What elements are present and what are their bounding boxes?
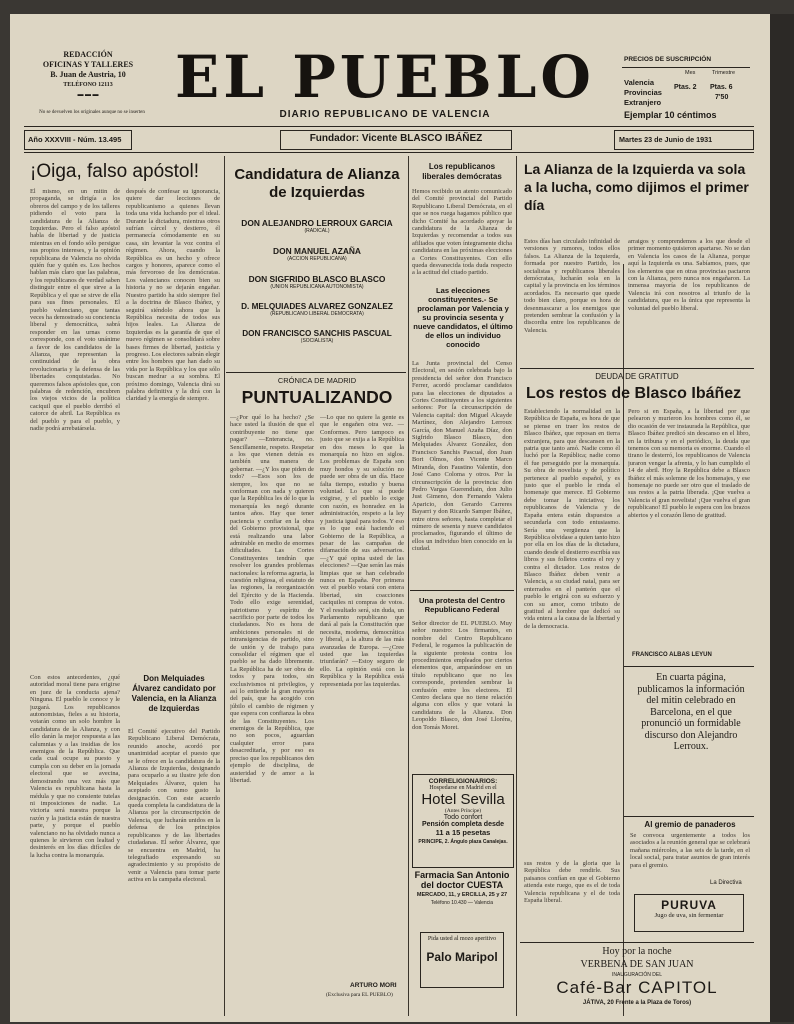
year-number-box — [24, 130, 132, 150]
farmacia-title: Farmacia San Antonio del doctor CUESTA — [414, 870, 510, 890]
price-header-trimestre: Trimestre — [712, 70, 736, 76]
founder: Fundador: Vicente BLASCO IBÁÑEZ — [309, 133, 483, 144]
alianza-headline: La Alianza de la Izquierda va sola a la lucha, como dijimos el primer día — [524, 161, 749, 213]
palo-name: Palo Maripol — [426, 950, 498, 964]
gremio-text: Se convoca urgentemente a todos los asociados a la reunión general que se celebrará mañana miércoles, a las seis de la tarde, en el local social, para tratar asuntos de gran interés para el gremio. — [630, 832, 750, 869]
candidatura-rule — [226, 372, 406, 373]
book-spine — [770, 14, 794, 1022]
protesta-headline: Una protesta del Centro Republicano Federal — [418, 596, 506, 614]
palo-maripol-ad — [420, 932, 504, 988]
deuda-kicker: DEUDA DE GRATITUD — [595, 372, 679, 381]
farmacia-phone: Teléfono 10.430 — Valencia — [430, 900, 494, 906]
restos-text-2: Pero si en España, a la libertad por que pelearon y murieron los hombres como él, se dio ocasión de ver instaurada la República, que Blasco Ibáñez predicó sin descanso en el libro, en la tribuna y en el periódico, la deuda que tenemos con su memoria es enorme. Cuando el tirano le desterró, los republicanos de Valencia juraron vengar la afrenta, y lo han cumplido el 14 de abril. Hoy la República debe a Blasco Ibáñez el más solemne de los homenajes, y ese homenaje no puede ser otro que el traslado de sus restos a la patria liberada. ¡Que vuelva a Valencia el gran novelista! ¡Que vuelva el gran republicano! El pueblo le espera con los brazos abiertos y el corazón lleno de gratitud. — [628, 408, 750, 519]
year-number: Año XXXVIII - Núm. 13.495 — [28, 135, 122, 144]
liberales-text: Hemos recibido un atento comunicado del Comité provincial del Partido Republicano Liberal Demócrata, en el que se nos ruega hagamos público que dicho Comité ha acordado apoyar la candidatura de la Alianza de Izquierdas y recomendar a todos sus afiliados que voten íntegramente dicha candidatura en las próximas elecciones a Cortes Constituyentes. Con ello queda desvanecida toda duda respecto a la actitud del citado partido. — [412, 188, 512, 277]
cronica-kicker: CRÓNICA DE MADRID — [277, 376, 357, 385]
candidate-list — [228, 218, 406, 344]
price-row-provincias: Provincias — [624, 88, 662, 97]
redaccion-line: REDACCIÓN — [63, 50, 113, 59]
cafe-name: Café-Bar CAPITOL — [556, 978, 718, 997]
issue-date: Martes 23 de Junio de 1931 — [619, 135, 713, 144]
redaccion-line: B. Juan de Austria, 10 — [50, 70, 126, 79]
falso-apostol-headline: ¡Oiga, falso apóstol! — [30, 161, 199, 182]
masthead-subtitle: DIARIO REPUBLICANO DE VALENCIA — [279, 109, 491, 120]
melquiades-text: Con estos antecedentes, ¿qué autoridad moral tiene para erigirse en juez de la conducta ajena? Ninguna. El pueblo le conoce y le juzgará. Los republicanos autonomistas, fieles a su historia, votarán como un solo hombre la candidatura de la Alianza, y con ello darán la mejor respuesta a las calumnias y a las insidias de los enemigos de la República. Que cada cual ocupe su puesto y cumpla con su deber en la jornada electoral que se avecina, demostrando una vez más que Valencia es republicana hasta la médula y que no consiente tutelas ni imposiciones de nadie. La victoria será nuestra porque la razón y la justicia están de nuestra parte, y porque el pueblo valenciano no ha olvidado nunca a quienes le sirvieron con lealtad y desinterés en los días difíciles de la lucha contra la monarquía. — [30, 674, 120, 859]
candidate-party: (RADICAL) — [304, 228, 330, 234]
cronica-title: PUNTUALIZANDO — [241, 387, 393, 407]
price-trim-provincias: Ptas. 6 — [710, 84, 733, 91]
restos-text-3: sus restos y de la gloria que la República debe rendirle. Sus paisanos confían en que el Gobierno atienda este ruego, que es el de toda Valencia republicana y el de toda España liberal. — [524, 860, 620, 905]
restos-signoff: FRANCISCO ALBAS LEYUN — [632, 652, 712, 658]
price-row-valencia: Valencia — [624, 78, 655, 87]
masthead-title: EL PUEBLO — [175, 43, 595, 111]
falso-apostol-text: El mismo, en un mitin de propaganda, se dirigía a los obreros del campo y de los talleres pidiendo el voto para la candidatura de la Alianza de Izquierdas. Pero el falso apóstol habla de libertad y de justicia mientras en el fondo sólo persigue sus propios intereses, y la opinión republicana de Valencia no olvida quién fue y quién es. Los hechos hablan más claro que las palabras, y los republicanos de verdad saben distinguir entre el que sirve a la República y el que se sirve de ella para sus fines personales. El pueblo valenciano, que tantas veces ha demostrado su conciencia liberal y democrática, sabrá responder en las urnas como corresponde, con el voto unánime a favor de los candidatos de la Alianza, que representan la continuidad de la obra revolucionaria y la defensa de las libertades conquistadas. No queremos falsos apóstoles que, con palabras de redención, encubren los viejos vicios de la política caciquil que el pueblo derribó el catorce de abril. La República es del pueblo y para el pueblo, y nadie podrá arrebatársela. — [30, 188, 120, 432]
cronica-text: —¿Por qué lo ha hecho? ¿Se hace usted la ilusión de que el contribuyente no tiene que pagar? —Enterancia, no. Sencillamente, respeto. Respetar a los que vienen detrás es también una manera de gobernar. —¿Y los que piden de todo? —Esos son los de siempre, los que no se conforman con nada y quieren que la República les dé lo que la monarquía les negó durante tantos años. Hay que tener paciencia y confiar en la obra del Gobierno provisional, que está realizando una labor admirable en medio de enormes dificultades. Las Cortes Constituyentes tendrán que resolver los grandes problemas nacionales: la reforma agraria, la cuestión religiosa, el estatuto de las regiones, la reorganización del Ejército y de la Hacienda. Todo ello exige serenidad, patriotismo y espíritu de sacrificio por parte de todos los ciudadanos. No es hora de ambiciones personales ni de intransigencias de partido, sino de unión y de trabajo para consolidar el régimen que el pueblo se ha dado libremente. La República ha de ser obra de todos y para todos, sin exclusivismos ni privilegios, y así lo entiende la gran mayoría del país, que ha acogido con júbilo el cambio de régimen y que espera con confianza la obra de las Constituyentes. Los enemigos de la República, que no son pocos, aguardan cualquier error para desacreditarla, y por eso es preciso que los republicanos den ejemplo de disciplina, de austeridad y de amor a la libertad. — [230, 414, 314, 784]
candidate-party: (SOCIALISTA) — [300, 338, 334, 344]
originals-note: No se devuelven los originales aunque no se inserten — [39, 110, 145, 115]
gremio-title: Al gremio de panaderos — [644, 820, 736, 829]
hotel-address: PRINCIPE, 2. Ángulo plaza Canalejas. — [418, 839, 508, 845]
right-rule — [520, 368, 754, 369]
verbena-line2: VERBENA DE SAN JUAN — [580, 959, 694, 970]
column-rule — [516, 156, 517, 1016]
price-header-mes: Mes — [685, 70, 696, 76]
prices-rule — [622, 67, 750, 68]
gremio-signoff: La Directiva — [710, 880, 742, 886]
puruva-ad — [634, 894, 744, 932]
date-box — [614, 130, 754, 150]
hotel-line1: Todo confort — [443, 814, 483, 821]
price-trim-extranjero: 7'50 — [715, 94, 729, 101]
column-rule — [408, 156, 409, 1016]
elecciones-headline: Las elecciones constituyentes.- Se proclaman por Valencia y su provincia sesenta y nueve candidatos, el último de ellos un individuo conocido — [413, 286, 513, 349]
candidate-name: DON MANUEL AZAÑA — [273, 246, 361, 256]
candidate-name: D. MELQUIADES ALVAREZ GONZALEZ — [241, 302, 393, 311]
gremio-rule — [624, 816, 754, 817]
newspaper-page — [10, 14, 770, 1022]
price-row-extranjero: Extranjero — [624, 98, 662, 107]
redaccion-line: TELÉFONO 12113 — [63, 82, 113, 88]
alianza-text: Estos días han circulado infinidad de versiones y rumores, todos ellos falsos. La Alianza de la Izquierda, formada por nuestro Partido, los socialistas y republicanos liberales demócratas, lucharán sola en la capital y la provincia en los términos acordados. Es necesario que quede todo bien claro, porque es hora de desenmascarar a los enemigos que pretenden sembrar la confusión y la discordia entre los republicanos de Valencia. — [524, 238, 620, 334]
hotel-ad — [412, 774, 514, 868]
alianza-text-2: arraigos y comprendemos a los que desde el primer momento quisieron apartarse. No se dan en Valencia los casos de la Alianza, porque aquí la Izquierda es una. Sabíamos, pues, que los elementos que en otras provincias pactaron con la Alianza, pero nunca nos engañaron. La inmensa mayoría de los republicanos de Valencia irá con nosotros al triunfo de la candidatura, que es la única que representa la voluntad del pueblo liberal. — [628, 238, 750, 312]
candidate-name: DON FRANCISCO SANCHIS PASCUAL — [242, 329, 392, 338]
puruva-slogan: Jugo de uva, sin fermentar — [654, 912, 724, 919]
price-mes-provincias: Ptas. 2 — [674, 84, 697, 91]
puruva-name: PURUVA — [661, 898, 717, 912]
melquiades-text-2: El Comité ejecutivo del Partido Republicano Liberal Demócrata, reunido anoche, acordó por unanimidad aceptar el puesto que se le ofrece en la candidatura de la Alianza de Izquierdas, designando para ocuparlo a su ilustre jefe don Melquiades Álvarez, quien ha aceptado con sumo gusto la designación. Con este acuerdo queda completa la candidatura de la Alianza por la circunscripción de Valencia, que lucharán unidos en la defensa de los principios republicanos y de las libertades ciudadanas. El señor Álvarez, que se encuentra en Madrid, ha telegrafiado expresando su agradecimiento y su propósito de venir a Valencia para tomar parte activa en la campaña electoral. — [128, 728, 220, 884]
protesta-text: Señor director de EL PUEBLO. Muy señor nuestro: Los firmantes, en nombre del Centro Republicano Federal, le rogamos la publicación de la siguiente protesta contra los procedimientos empleados por ciertos elementos que, amparándose en un título republicano que no les corresponde, pretenden sembrar la confusión entre los electores. El Centro declara que no tiene relación alguna con ellos y que votará la candidatura de la Alianza. Don Leopoldo Blasco, don José Lloréns, don Tomás Moret. — [412, 620, 512, 731]
hotel-correligionarios: CORRELIGIONARIOS: — [428, 778, 498, 785]
hotel-line2: Pensión completa desde — [421, 821, 505, 828]
masthead-rule-top — [24, 126, 754, 127]
cronica-author: ARTURO MORI — [350, 982, 397, 989]
ornament-divider: ▬ ▬ ▬ — [77, 92, 99, 98]
melquiades-headline: Don Melquiades Álvarez candidato por Valencia, en la Alianza de Izquierdas — [131, 674, 217, 713]
farmacia-address: MERCADO, 11, y ERCILLA, 25 y 27 — [416, 892, 508, 898]
cronica-note: (Exclusiva para EL PUEBLO) — [326, 992, 393, 998]
elecciones-text: La Junta provincial del Censo Electoral, en sesión celebrada bajo la presidencia del señor don Francisco Ferrer, acordó proclamar candidatos para las elecciones de diputados a Cortes Constituyentes a los siguientes señores: Por la circunscripción de Valencia capital: don Miguel Alcayde Martínez, don Alejandro Lerroux García, don Manuel Azaña Díaz, don Sigfrido Blasco Blasco, don Melquiades Álvarez González, don Francisco Sanchis Pascual, don Juan Bort Olmos, don Vicente Marco Miranda, don Faustino Valentín, don José Cano Coloma y otros. Por la circunscripción de la provincia: don Pedro Vargas Guerendiain, don Julio Just Gimeno, don Fernando Valera Aparicio, don Gerardo Carreres Bayarri y don Ricardo Samper Ibáñez, entre otros señores, hasta completar el número de sesenta y nueve candidatos proclamados, figurando el último de ellos un individuo bien conocido en la ciudad. — [412, 360, 512, 553]
hotel-line3: 11 a 15 pesetas — [435, 828, 491, 837]
liberales-headline: Los republicanos liberales demócratas — [422, 162, 502, 181]
hotel-intro: Hospedarse en Madrid en el — [429, 785, 497, 791]
restos-text: Estableciendo la normalidad en la República de España, es hora de que se piense en traer los restos de Blasco Ibáñez, que reposan en tierra extranjera, para que descansen en la patria que tanto amó. Nadie como él luchó por la República; nadie como él fue perseguido por la monarquía. Su obra de novelista y de político pertenece al pueblo español, y es justo que el pueblo le rinda el homenaje que merece. El Gobierno debe tomar la iniciativa; los republicanos de Valencia y de España entera están dispuestos a secundarla con todo entusiasmo. Sería una vergüenza que la República olvidase a quien tanto hizo por ella en los días de la dictadura, cuando desde el destierro escribía sus libros y sus folletos contra el rey y contra el dictador. Los restos de Blasco Ibáñez deben venir a Valencia, a su ciudad natal, para ser enterrados en el panteón que el pueblo le erigirá con su esfuerzo y con su amor, como tributo de gratitud al hombre que dedicó su vida entera a la causa de la libertad y de la democracia. — [524, 408, 620, 630]
candidate-name: DON SIGFRIDO BLASCO BLASCO — [248, 274, 386, 284]
hotel-name: Hotel Sevilla — [421, 791, 505, 808]
verbena-line3: INAUGURACIÓN DEL — [611, 972, 662, 978]
candidate-party: (ACCION REPUBLICANA) — [287, 256, 347, 262]
ejemplar-price: Ejemplar 10 céntimos — [624, 110, 717, 120]
verbena-rule — [520, 942, 754, 943]
cronica-text-2: —Lo que no quiere la gente es que le engañen otra vez. —Conformes. Pero tampoco es justo que se exija a la República en dos meses lo que la monarquía no hizo en siglos. Los problemas de España son muy hondos y su solución no puede ser obra de un día. Hace falta tiempo, estudio y buena voluntad. Lo que sí puede exigirse, y el pueblo lo exige con razón, es honradez en la administración, respeto a la ley y justicia igual para todos. Y eso es lo que está haciendo el Gobierno de la República, a pesar de las campañas de difamación de sus adversarios. —¿Y qué opina usted de las elecciones? —Que serán las más limpias que se han celebrado nunca en España. Por primera vez el pueblo votará con entera libertad, sin coacciones caciquiles ni compras de votos. Y el resultado será, sin duda, un Parlamento republicano que dará al país la Constitución que necesita, moderna, democrática y liberal, a la altura de las más avanzadas de Europa. —¿Cree usted que las izquierdas triunfarán? —Estoy seguro de ello. La opinión está con la República y la República está representada por las izquierdas. — [320, 414, 404, 688]
redaccion-block — [28, 50, 148, 100]
prices-title: PRECIOS DE SUSCRIPCIÓN — [624, 56, 712, 63]
restos-title: Los restos de Blasco Ibáñez — [526, 385, 742, 402]
hotel-sub: (Antes Príncipe) — [444, 808, 482, 814]
candidate-party: (UNION REPUBLICANA AUTONOMISTA) — [270, 284, 364, 290]
candidatura-title: Candidatura de Alianza de Izquierdas — [234, 166, 400, 201]
candidate-party: (REPUBLICANO LIBERAL DEMOCRATA) — [270, 311, 364, 317]
cuarta-pagina: En cuarta página, publicamos la información del mitin celebrado en Barcelona, en el que pronunció un formidable discurso don Alejandro Lerroux. — [637, 672, 745, 752]
founder-box — [280, 130, 512, 150]
col3-rule — [410, 590, 514, 591]
column-rule — [224, 156, 225, 1016]
redaccion-line: OFICINAS Y TALLERES — [42, 60, 134, 69]
falso-apostol-text-2: después de confesar su ignorancia, quiere dar lecciones de republicanismo a quienes llevan toda una vida luchando por el ideal. Durante la dictadura, mientras otros sufrían cárcel y destierro, él permanecía cómodamente en su casa, sin levantar la voz contra el régimen. Ahora, cuando la República es un hecho y ofrece cargos y honores, aparece como el más fervoroso de los demócratas. Los valencianos conocen bien su historia y no se dejarán engañar. Nuestro partido ha sido siempre fiel a la doctrina de Blasco Ibáñez, y seguirá siéndolo ahora que la República necesita de todos sus hijos leales. La Alianza de Izquierdas es la garantía de que el nuevo régimen se consolidará sobre bases firmes de libertad, justicia y progreso. Los electores sabrán elegir entre los hombres que han dado su vida por la República y los que sólo buscan medrar a su sombra. El próximo domingo, Valencia dirá su palabra definitiva y la dirá con la claridad y la energía de siempre. — [126, 188, 220, 403]
candidate-name: DON ALEJANDRO LERROUX GARCIA — [241, 218, 393, 228]
cafe-address: JÁTIVA, 20 Frente a la Plaza de Toros) — [582, 1000, 692, 1006]
cuarta-rule — [624, 666, 754, 667]
verbena-line1: Hoy por la noche — [602, 946, 672, 957]
palo-pre: Pida usted al mozo aperitivo — [427, 936, 497, 942]
masthead-rule-bottom — [24, 152, 754, 153]
